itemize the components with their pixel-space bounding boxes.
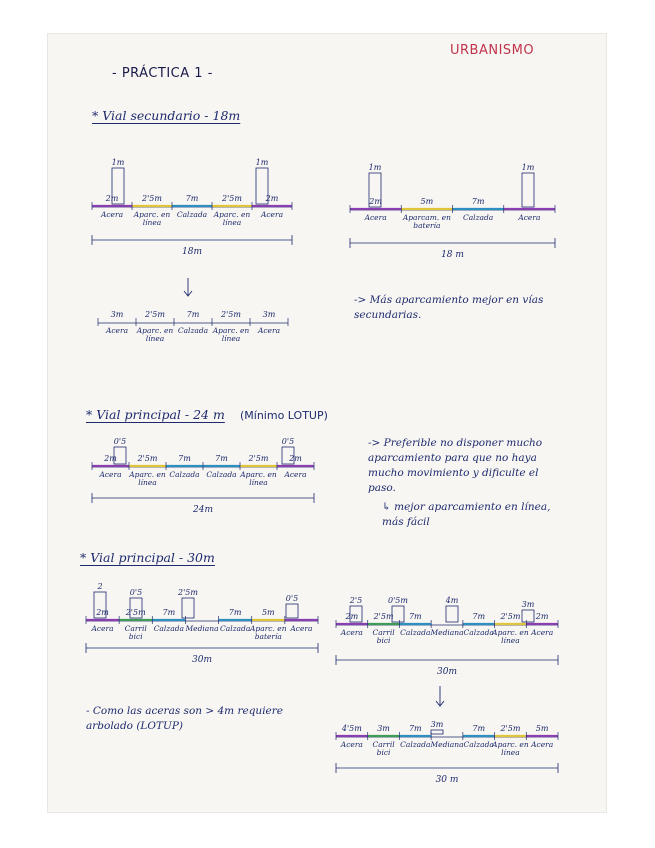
segment-label: bici: [376, 748, 391, 757]
box-dimension: 0'5: [285, 594, 299, 603]
segment-label: Aparc. en: [136, 326, 174, 335]
segment-dimension: 2'5m: [500, 724, 521, 733]
segment-label: Calzada: [462, 213, 494, 222]
segment-dimension: 7m: [472, 612, 486, 621]
box-dimension: 1m: [111, 158, 125, 167]
section-title-principal-24m: * Vial principal - 24 m: [86, 407, 225, 422]
segment-label: Calzada: [463, 740, 494, 749]
segment-dimension: 5m: [535, 724, 549, 733]
segment-label: línea: [138, 478, 157, 487]
box-dimension: 4m: [445, 596, 459, 605]
box-marker: [522, 173, 534, 207]
total-dimension-label: 18m: [182, 247, 202, 257]
segment-label: Acera: [340, 740, 363, 749]
section-title-secondary-18m: * Vial secundario - 18m: [92, 108, 241, 123]
segment-dimension: 3m: [377, 724, 390, 733]
segment-label: Aparc. en: [492, 740, 529, 749]
segment-dimension: 2'5m: [222, 194, 242, 203]
segment-label: línea: [501, 636, 520, 645]
segment-dimension: 2'5m: [500, 612, 521, 621]
lotup-note: (Mínimo LOTUP): [240, 409, 328, 422]
subject-header: URBANISMO: [450, 43, 535, 58]
segment-dimension: 7m: [178, 454, 191, 463]
total-dimension-label: 30 m: [435, 775, 459, 785]
segment-label: Mediana: [430, 628, 464, 637]
segment-label: Acera: [531, 628, 554, 637]
segment-dimension: 7m: [215, 454, 228, 463]
segment-dimension: 2'5m: [145, 310, 165, 319]
segment-label: Acera: [290, 624, 313, 633]
segment-label: línea: [221, 334, 241, 343]
section-title-principal-30m: * Vial principal - 30m: [80, 550, 215, 565]
segment-dimension: 7m: [228, 608, 242, 617]
segment-dimension: 2'5m: [137, 454, 158, 463]
segment-label: Acera: [91, 624, 114, 633]
segment-label: Carril: [372, 628, 395, 637]
total-dimension-label: 30m: [437, 667, 457, 677]
segment-label: Aparc. en: [492, 628, 529, 637]
box-marker: [522, 610, 534, 622]
segment-dimension: 7m: [408, 612, 422, 621]
segment-label: línea: [249, 478, 268, 487]
segment-dimension: 7m: [472, 724, 486, 733]
segment-label: Calzada: [169, 470, 200, 479]
box-dimension: 1m: [368, 163, 382, 172]
segment-dimension: 2'5m: [125, 608, 146, 617]
box-marker: [431, 730, 443, 734]
segment-label: Acera: [99, 470, 122, 479]
box-dimension: 0'5: [113, 437, 127, 446]
note-avoid-parking: -> Preferible no disponer mucho aparcamiento para que no haya mucho movimiento y dificulte el paso.: [368, 437, 543, 494]
segment-label: Mediana: [185, 624, 219, 633]
segment-label: batería: [254, 632, 282, 641]
segment-label: línea: [142, 218, 162, 227]
segment-dimension: 2'5m: [373, 612, 394, 621]
segment-dimension: 3m: [110, 310, 124, 319]
segment-dimension: 2m: [265, 194, 279, 203]
segment-dimension: 7m: [185, 194, 199, 203]
segment-label: Mediana: [430, 740, 464, 749]
segment-label: Aparc. en: [129, 470, 166, 479]
segment-dimension: 2'5m: [221, 310, 241, 319]
note-line-parking: ↳ mejor aparcamiento en línea, más fácil: [382, 501, 551, 528]
box-dimension: 2'5m: [178, 588, 198, 597]
segment-dimension: 2m: [345, 612, 359, 621]
segment-label: Acera: [364, 213, 387, 222]
segment-label: Aparc. en: [250, 624, 287, 633]
box-dimension: 0'5: [281, 437, 295, 446]
box-marker: [182, 598, 194, 618]
segment-dimension: 2m: [104, 454, 117, 463]
segment-dimension: 2'5m: [142, 194, 162, 203]
segment-label: Aparc. en: [212, 326, 250, 335]
segment-label: bici: [376, 636, 391, 645]
segment-label: Acera: [340, 628, 363, 637]
segment-dimension: 5m: [261, 608, 275, 617]
segment-dimension: 2'5m: [248, 454, 269, 463]
segment-label: Aparc. en: [240, 470, 277, 479]
box-dimension: 3m: [430, 720, 444, 729]
segment-dimension: 7m: [162, 608, 176, 617]
segment-dimension: 2m: [369, 197, 382, 206]
note-more-parking: -> Más aparcamiento mejor en vías secundarias.: [354, 294, 544, 321]
segment-label: Acera: [257, 326, 281, 335]
segment-label: Calzada: [153, 624, 185, 633]
box-marker: [446, 606, 458, 622]
segment-dimension: 2m: [105, 194, 119, 203]
segment-label: Calzada: [400, 628, 431, 637]
segment-label: Calzada: [177, 326, 209, 335]
segment-label: línea: [501, 748, 520, 757]
segment-dimension: 2m: [96, 608, 109, 617]
total-dimension-label: 30m: [192, 655, 212, 665]
practice-title: - PRÁCTICA 1 -: [112, 66, 213, 81]
segment-dimension: 2m: [535, 612, 549, 621]
segment-label: Aparcam. en: [402, 213, 451, 222]
box-dimension: 0'5m: [388, 596, 408, 605]
segment-label: Aparc. en: [133, 210, 171, 219]
segment-dimension: 2m: [289, 454, 302, 463]
box-dimension: 2'5: [349, 596, 363, 605]
segment-label: Calzada: [219, 624, 251, 633]
box-dimension: 0'5: [129, 588, 143, 597]
segment-dimension: 7m: [471, 197, 485, 206]
segment-label: Acera: [260, 210, 284, 219]
segment-label: Acera: [518, 213, 541, 222]
segment-label: Calzada: [463, 628, 494, 637]
box-dimension: 1m: [521, 163, 535, 172]
segment-label: Calzada: [400, 740, 431, 749]
segment-dimension: 7m: [408, 724, 422, 733]
segment-label: bici: [128, 632, 143, 641]
segment-dimension: 7m: [186, 310, 200, 319]
segment-label: Carril: [124, 624, 147, 633]
segment-label: batería: [413, 221, 441, 230]
segment-label: línea: [145, 334, 165, 343]
segment-label: Carril: [372, 740, 395, 749]
box-dimension: 3m: [521, 600, 535, 609]
total-dimension-label: 24m: [193, 505, 213, 515]
segment-label: Acera: [105, 326, 129, 335]
box-marker: [392, 606, 404, 622]
segment-dimension: 3m: [262, 310, 276, 319]
segment-label: Acera: [100, 210, 124, 219]
segment-label: Acera: [531, 740, 554, 749]
segment-label: Acera: [284, 470, 307, 479]
segment-label: línea: [222, 218, 242, 227]
segment-label: Aparc. en: [213, 210, 251, 219]
segment-label: Calzada: [206, 470, 237, 479]
segment-label: Calzada: [176, 210, 208, 219]
total-dimension-label: 18 m: [441, 250, 464, 260]
note-trees-lotup: - Como las aceras son > 4m requiere arbolado (LOTUP): [86, 705, 284, 732]
box-dimension: 2: [97, 582, 103, 591]
box-marker: [286, 604, 298, 618]
segment-dimension: 5m: [420, 197, 434, 206]
segment-dimension: 4'5m: [341, 724, 362, 733]
box-dimension: 1m: [255, 158, 269, 167]
